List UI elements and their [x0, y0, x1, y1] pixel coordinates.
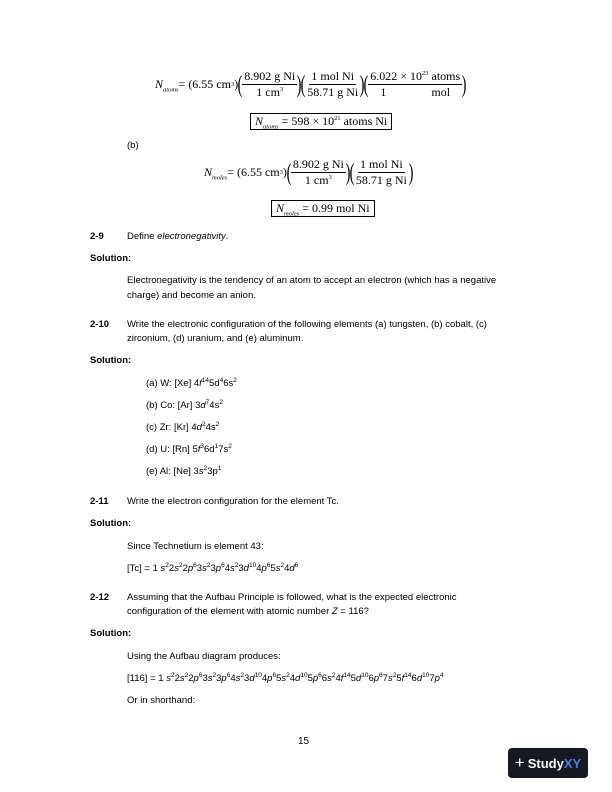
config-orbital: d [243, 563, 249, 574]
config-shell-number: 7 [429, 673, 435, 684]
config-shell-number: 3 [202, 673, 208, 684]
equation-n-moles: $N_{moles}$ = (6.55 cm 3 ) ( $\frac{\text{8.902 g Ni}}{1 cm^3}$ ) ( $\frac{\text{1 mol Ni}}{\text{58.71 g Ni}}$ ) [204, 157, 414, 187]
config-tungsten: (a) W: [Xe] $4f^{14}5d^46s^2$ [146, 376, 237, 389]
logo-text-xy: XY [563, 755, 582, 771]
config-shell-number: 3 [210, 563, 216, 574]
config-uranium: (d) U: [Rn] $5f^36d^17s^2$ [146, 442, 232, 455]
config-electron-count: 6 [221, 561, 225, 569]
config-orbital: s [281, 673, 287, 684]
config-shell-number: 3 [238, 563, 244, 574]
config-shell-number: 5 [270, 563, 276, 574]
config-electron-count: 2 [184, 671, 189, 679]
config-orbital: p [434, 673, 440, 684]
config-orbital: s [174, 563, 179, 574]
question-text-2-9: Define electronegativity. [127, 231, 229, 242]
config-shell-number: 5 [276, 673, 282, 684]
config-electron-count: 6 [272, 671, 277, 679]
config-shell-number: 7 [382, 673, 388, 684]
config-orbital: p [267, 673, 273, 684]
question-text-2-11: Write the electron configuration for the element Tc. [127, 496, 339, 507]
boxed-result-moles: $N_{moles} = 0.99$ mol Ni [271, 200, 375, 217]
question-number-2-10: 2-10 [90, 319, 110, 330]
config-electron-count: 2 [280, 561, 285, 569]
config-electron-count: 2 [240, 671, 245, 679]
config-orbital: s [160, 563, 166, 574]
config-orbital: s [235, 673, 241, 684]
page-number: 15 [298, 736, 310, 747]
part-b-label: (b) [127, 140, 139, 151]
config-shell-number: 4 [261, 673, 268, 684]
config-electron-count: 10 [248, 561, 257, 569]
answer-text-2-9-line-2: charge) and become an anion. [127, 290, 256, 301]
config-orbital: p [193, 673, 199, 684]
config-electron-count: 2 [392, 671, 397, 679]
config-shell-number: 3 [216, 673, 222, 684]
solution-label: Solution: [90, 253, 132, 264]
config-shell-number: 2 [182, 563, 188, 574]
config-shell-number: 4 [335, 673, 341, 684]
config-orbital: p [312, 673, 319, 684]
question-text-2-12-line-1: Assuming that the Aufbau Principle is followed, what is the expected electronic [127, 592, 457, 603]
plus-icon: + [514, 753, 525, 772]
config-electron-count: 10 [254, 671, 262, 679]
solution-label: Solution: [90, 628, 132, 639]
config-shell-number: 6 [321, 673, 328, 684]
config-orbital: s [327, 673, 332, 684]
config-orbital: d [295, 673, 301, 684]
answer-text-2-11: Since Technetium is element 43: [127, 541, 264, 552]
config-orbital: s [229, 563, 235, 574]
config-orbital: d [355, 673, 362, 684]
config-electron-count: 10 [422, 671, 430, 679]
config-electron-count: 6 [266, 561, 271, 569]
config-electron-count: 10 [300, 671, 308, 679]
config-shell-number: 6 [411, 673, 417, 684]
solution-label: Solution: [90, 355, 132, 366]
config-shell-number: 5 [307, 673, 313, 684]
answer-text-2-12-shorthand: Or in shorthand: [127, 695, 196, 706]
config-electron-count: 14 [343, 671, 351, 679]
config-electron-count: 14 [404, 671, 412, 679]
config-shell-number: 6 [368, 673, 374, 684]
config-shell-number: 4 [224, 563, 230, 574]
config-aluminum: (e) Al: [Ne] $3s^23p^1$ [146, 464, 222, 477]
config-orbital: f [340, 673, 344, 684]
logo-text-study: Study [527, 755, 564, 771]
config-cobalt: (b) Co: [Ar] $3d^74s^2$ [146, 398, 223, 411]
config-technetium: [Tc] = 1 $s^22s^22p^63s^23p^64s^23d^{10}4p^65s^24d^6$ [127, 561, 299, 574]
config-shell-number: 4 [284, 563, 290, 574]
config-electron-count: 6 [294, 561, 299, 569]
config-shell-number: 2 [188, 673, 194, 684]
config-orbital: p [221, 673, 227, 684]
question-text-2-12-line-2: configuration of the element with atomic number Z = 116? [127, 606, 369, 617]
question-number-2-9: 2-9 [90, 231, 104, 242]
config-shell-number: 3 [244, 673, 250, 684]
config-electron-count: 6 [226, 671, 231, 679]
config-shell-number: 4 [256, 563, 262, 574]
config-shell-number: 5 [350, 673, 356, 684]
config-electron-count: 6 [379, 671, 383, 679]
config-orbital: p [215, 563, 222, 574]
config-shell-number: 3 [196, 563, 203, 574]
studyxy-logo [508, 748, 588, 778]
config-electron-count: 2 [178, 561, 183, 569]
config-zirconium: (c) Zr: [Kr] $4d^24s^2$ [146, 420, 220, 433]
config-orbital: d [249, 673, 255, 684]
question-text-2-10-line-2: zirconium, (d) uranium, and (e) aluminum. [127, 333, 304, 344]
config-electron-count: 2 [206, 561, 211, 569]
config-orbital: s [387, 673, 393, 684]
boxed-result-atoms: $N_{atoms} = 598 \times 10^{21}$ atoms Ni [250, 113, 392, 130]
solution-label: Solution: [90, 518, 132, 529]
answer-text-2-9-line-1: Electronegativity is the tendency of an atom to accept an electron (which has a negative [127, 275, 497, 286]
config-orbital: d [289, 563, 295, 574]
config-shell-number: 2 [174, 673, 180, 684]
config-shell-number: 2 [168, 563, 175, 574]
config-orbital: p [187, 563, 194, 574]
equation-n-atoms: $N_{atoms}$ = (6.55 cm 3 ) ( $\frac{\text{8.902 g Ni}}{1 cm^3}$ ) ( $\frac{\text{1 mol Ni}}{\text{58.71 g Ni}}$ ) ( $\frac{6.022 \times 10^{23} atoms}{\text{1 mol}}$ ) [155, 69, 467, 99]
config-shell-number: 5 [396, 673, 402, 684]
config-shell-number: 4 [230, 673, 236, 684]
config-electron-count: 2 [286, 671, 290, 679]
answer-text-2-12: Using the Aufbau diagram produces: [127, 651, 281, 662]
config-orbital: s [179, 673, 185, 684]
config-orbital: f [401, 673, 405, 684]
config-electron-count: 2 [170, 671, 175, 679]
config-orbital: p [261, 563, 267, 574]
config-orbital: s [166, 673, 171, 684]
question-number-2-12: 2-12 [90, 592, 110, 603]
config-orbital: s [275, 563, 281, 574]
config-orbital: s [202, 563, 207, 574]
config-orbital: s [207, 673, 213, 684]
config-electron-count: 4 [439, 671, 444, 679]
question-number-2-11: 2-11 [90, 496, 109, 507]
config-orbital: d [416, 673, 423, 684]
config-electron-count: 10 [361, 671, 369, 679]
config-electron-count: 2 [165, 561, 169, 569]
config-electron-count: 6 [318, 671, 322, 679]
config-element-116: [116] = 1 $s^22s^22p^63s^23p^64s^23d^{10}4p^65s^24d^{10}5p^66s^24f^{14}5d^{10}6p^67s^25f^{14}6d^{10}7p^4$ [127, 671, 444, 684]
config-electron-count: 6 [193, 561, 197, 569]
config-electron-count: 2 [331, 671, 336, 679]
config-electron-count: 6 [198, 671, 203, 679]
config-shell-number: 4 [289, 673, 296, 684]
config-electron-count: 2 [234, 561, 239, 569]
config-orbital: p [373, 673, 380, 684]
config-electron-count: 2 [212, 671, 217, 679]
question-text-2-10-line-1: Write the electronic configuration of the following elements (a) tungsten, (b) cobalt, (c) [127, 319, 487, 330]
